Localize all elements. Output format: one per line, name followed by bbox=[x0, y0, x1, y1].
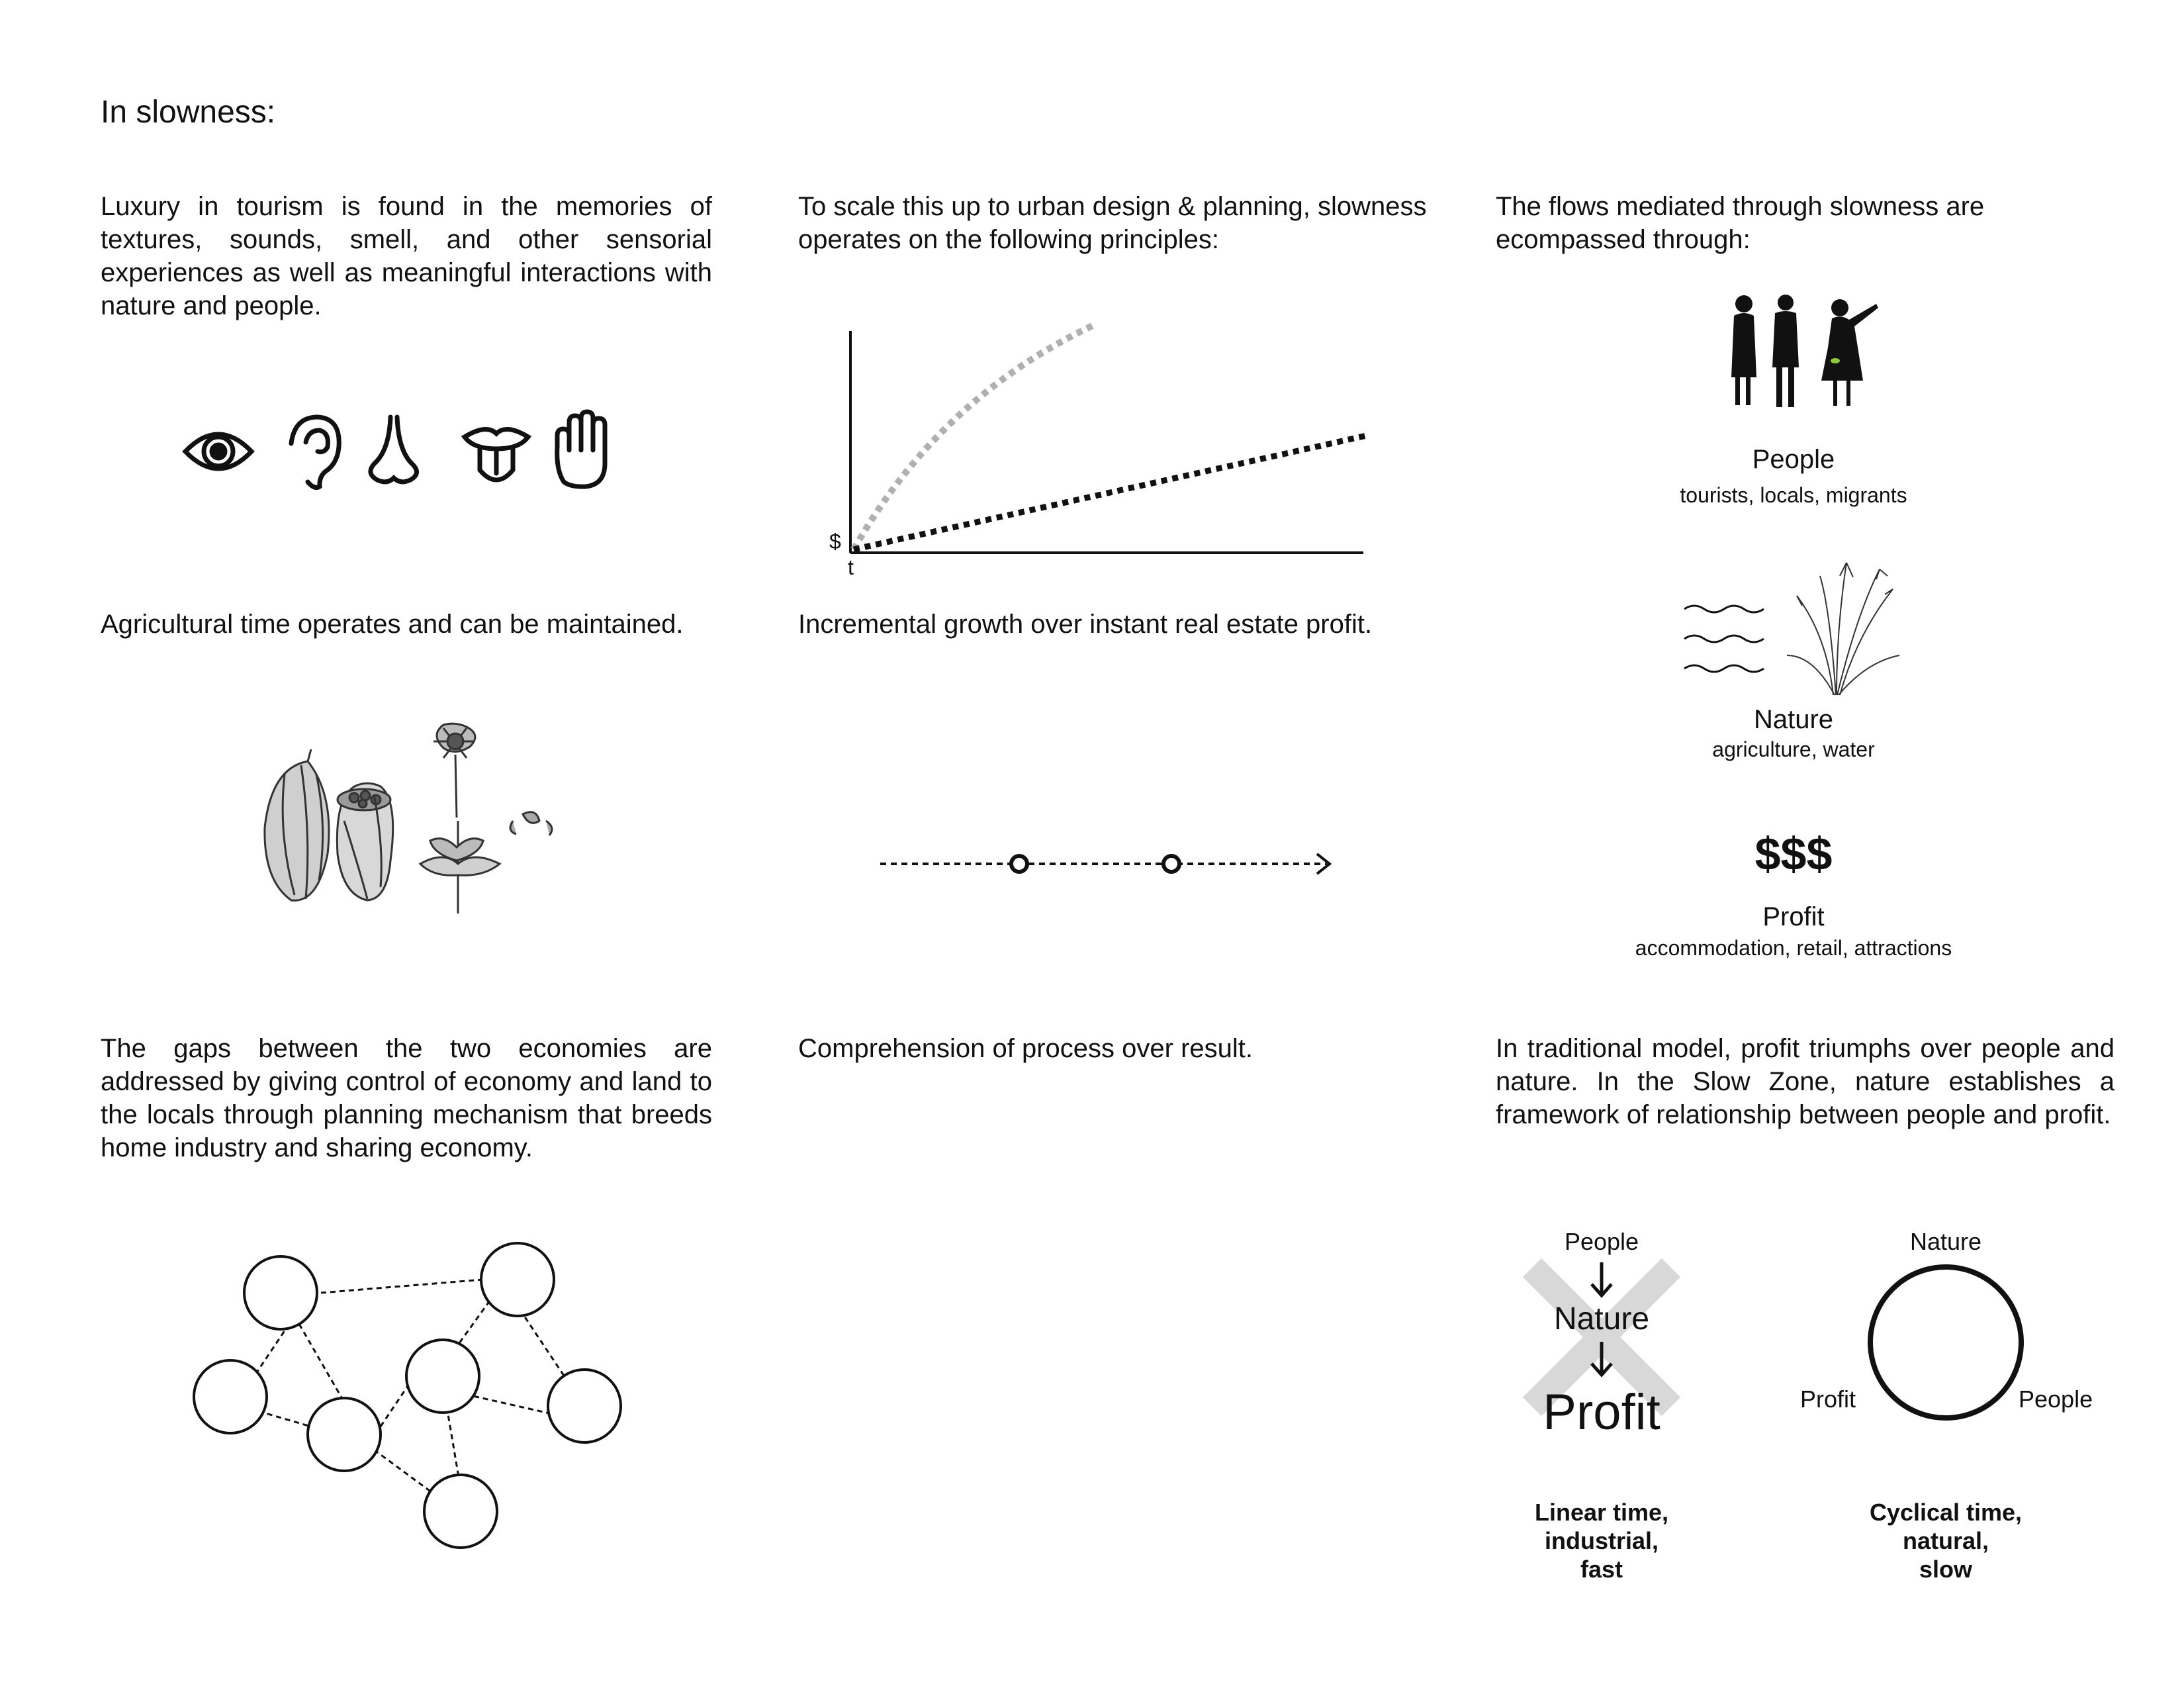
profit-symbol: $$$ bbox=[1754, 828, 1833, 880]
cyclical-caption-line: Cyclical time, bbox=[1869, 1499, 2023, 1526]
cycle-circle-icon bbox=[1863, 1264, 2028, 1430]
linear-caption-line: fast bbox=[1580, 1556, 1623, 1583]
arrow-down-icon bbox=[1588, 1340, 1615, 1380]
chart-y-label: $ bbox=[829, 530, 841, 553]
process-step-node bbox=[1163, 856, 1179, 872]
linear-caption-line: Linear time, bbox=[1534, 1499, 1669, 1526]
incremental-paragraph: Incremental growth over instant real estate profit. bbox=[798, 610, 1373, 639]
network-node bbox=[194, 1360, 267, 1433]
gaps-paragraph: The gaps between the two economies are addressed by giving control of economy and land to the locals through planning mechanism that breeds home industry and sharing economy. bbox=[101, 1034, 712, 1162]
process-line bbox=[877, 847, 1340, 880]
linear-profit-label: Profit bbox=[1543, 1384, 1661, 1440]
cyclical-caption-line: slow bbox=[1919, 1556, 1972, 1583]
network-node bbox=[308, 1398, 381, 1471]
cyclical-caption-line: natural, bbox=[1902, 1527, 1989, 1554]
network-node bbox=[406, 1340, 479, 1413]
people-subtitle: tourists, locals, migrants bbox=[1680, 483, 1907, 507]
profit-subtitle: accommodation, retail, attractions bbox=[1635, 936, 1952, 960]
page-title: In slowness: bbox=[101, 95, 276, 130]
hand-icon bbox=[557, 412, 605, 487]
nose-icon bbox=[371, 417, 417, 482]
process-step-node bbox=[1011, 856, 1027, 872]
incremental-growth-line bbox=[854, 436, 1367, 549]
linear-caption-line: industrial, bbox=[1544, 1527, 1659, 1554]
mouth-icon bbox=[465, 430, 528, 480]
eye-icon bbox=[185, 434, 251, 469]
network-diagram bbox=[185, 1231, 635, 1562]
network-node bbox=[548, 1370, 621, 1442]
plant-icon bbox=[1787, 563, 1899, 695]
comprehension-paragraph: Comprehension of process over result. bbox=[798, 1034, 1253, 1063]
people-silhouettes-icon bbox=[1727, 295, 1880, 414]
instant-profit-curve bbox=[854, 324, 1095, 549]
arrow-down-icon bbox=[1588, 1261, 1615, 1301]
profit-title: Profit bbox=[1762, 902, 1825, 931]
scale-paragraph: To scale this up to urban design & planning, slowness operates on the following principles: bbox=[798, 192, 1427, 254]
traditional-paragraph: In traditional model, profit triumphs over people and nature. In the Slow Zone, nature establishes a framework of relationship between people and profit. bbox=[1496, 1034, 2115, 1129]
linear-people-label: People bbox=[1564, 1228, 1639, 1255]
network-nodes bbox=[194, 1243, 621, 1548]
nature-subtitle: agriculture, water bbox=[1712, 737, 1875, 761]
nature-title: Nature bbox=[1753, 705, 1834, 734]
people-title: People bbox=[1752, 445, 1835, 474]
network-node bbox=[481, 1243, 554, 1316]
growth-chart bbox=[821, 324, 1383, 583]
agricultural-paragraph: Agricultural time operates and can be maintained. bbox=[101, 610, 684, 639]
linear-nature-label: Nature bbox=[1553, 1301, 1650, 1336]
leaf-icon bbox=[1831, 358, 1840, 363]
chart-x-label: t bbox=[848, 555, 854, 579]
cyclical-people-label: People bbox=[2019, 1385, 2093, 1413]
water-waves-icon bbox=[1684, 606, 1764, 672]
cyclical-caption bbox=[1846, 1498, 2045, 1583]
linear-caption bbox=[1502, 1498, 1701, 1583]
luxury-paragraph: Luxury in tourism is found in the memories of textures, sounds, smell, and other sensorial experiences as well as meaningful interactions with nature and people. bbox=[101, 192, 712, 320]
cyclical-profit-label: Profit bbox=[1800, 1385, 1856, 1413]
network-node bbox=[244, 1256, 317, 1329]
cyclical-nature-label: Nature bbox=[1909, 1228, 1982, 1255]
ear-icon bbox=[291, 417, 339, 487]
water-plant-icon bbox=[1681, 556, 1906, 702]
sense-icons bbox=[179, 410, 629, 490]
cacao-illustration bbox=[245, 722, 576, 920]
network-node bbox=[424, 1475, 497, 1548]
flows-paragraph: The flows mediated through slowness are ecompassed through: bbox=[1496, 192, 1985, 254]
